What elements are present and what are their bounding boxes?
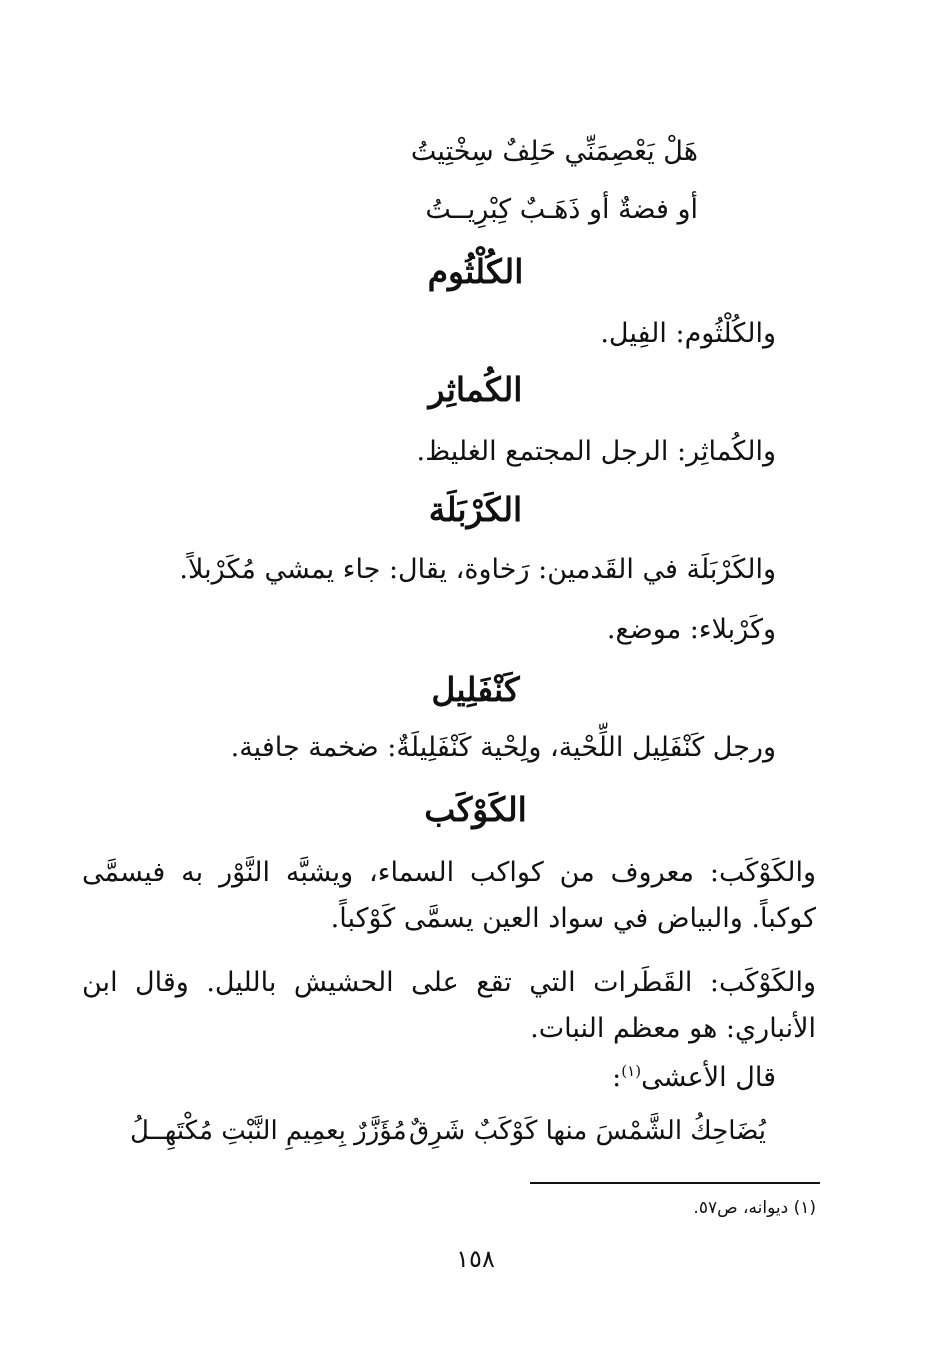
entry-heading-kumathir: الكُماثِر xyxy=(428,370,523,409)
quote-intro-colon: : xyxy=(612,1062,622,1093)
entry-heading-karbala: الكَرْبَلَة xyxy=(428,490,523,529)
entry-text-kulthum: والكُلْثُوم: الفِيل. xyxy=(600,318,776,349)
entry-kawkab-paragraph-2: والكَوْكَب: القَطَرات التي تقع على الحشيش بالليل. وقال ابن الأنباري: هو معظم النبات. xyxy=(82,967,816,1044)
footnote: (١) ديوانه، ص٥٧. xyxy=(693,1198,816,1218)
entry-text-karbala: والكَرْبَلَة في القَدمين: رَخاوة، يقال: جاء يمشي مُكَرْبلاً. xyxy=(179,554,776,585)
entry-heading-kanfalil: كَنْفَلِيل xyxy=(431,670,520,709)
footnote-divider xyxy=(530,1182,820,1184)
opening-verse-line-2: أو فضةٌ أو ذَهَـبٌ كِبْرِيــتُ xyxy=(425,194,698,225)
entry-text-kumathir: والكُماثِر: الرجل المجتمع الغليظ. xyxy=(416,436,776,467)
entry-text-kanfalil: ورجل كَنْفَلِيل اللِّحْية، ولِحْية كَنْفَلِيلَةٌ: ضخمة جافية. xyxy=(230,732,776,763)
entry-heading-kawkab: الكَوْكَب xyxy=(424,790,527,829)
footnote-ref: (١) xyxy=(621,1062,642,1080)
entry-kawkab-paragraph-1: والكَوْكَب: معروف من كواكب السماء، ويشبَّه النَّوْر به فيسمَّى كوكباً. والبياض في سواد العين يسمَّى كَوْكباً. xyxy=(82,857,816,934)
opening-verse-line-1: هَلْ يَعْصِمَنِّي حَلِفٌ سِخْتِيتُ xyxy=(410,136,698,167)
quoted-verse-second-hemistich: مُؤَزَّرٌ بِعمِيمِ النَّبْتِ مُكْتَهِــلُ xyxy=(130,1116,407,1146)
quoted-verse-first-hemistich: يُضَاحِكُ الشَّمْسَ منها كَوْكَبٌ شَرِقٌ xyxy=(409,1116,766,1146)
page-number: ١٥٨ xyxy=(456,1245,495,1273)
quote-intro xyxy=(612,1062,776,1094)
quoted-verse xyxy=(130,1116,766,1146)
quote-intro-text: قال الأعشى xyxy=(641,1062,776,1093)
entry-heading-kulthum: الكُلْثُوم xyxy=(427,252,524,291)
entry-text-karbala-2: وكَرْبلاء: موضع. xyxy=(606,614,776,645)
